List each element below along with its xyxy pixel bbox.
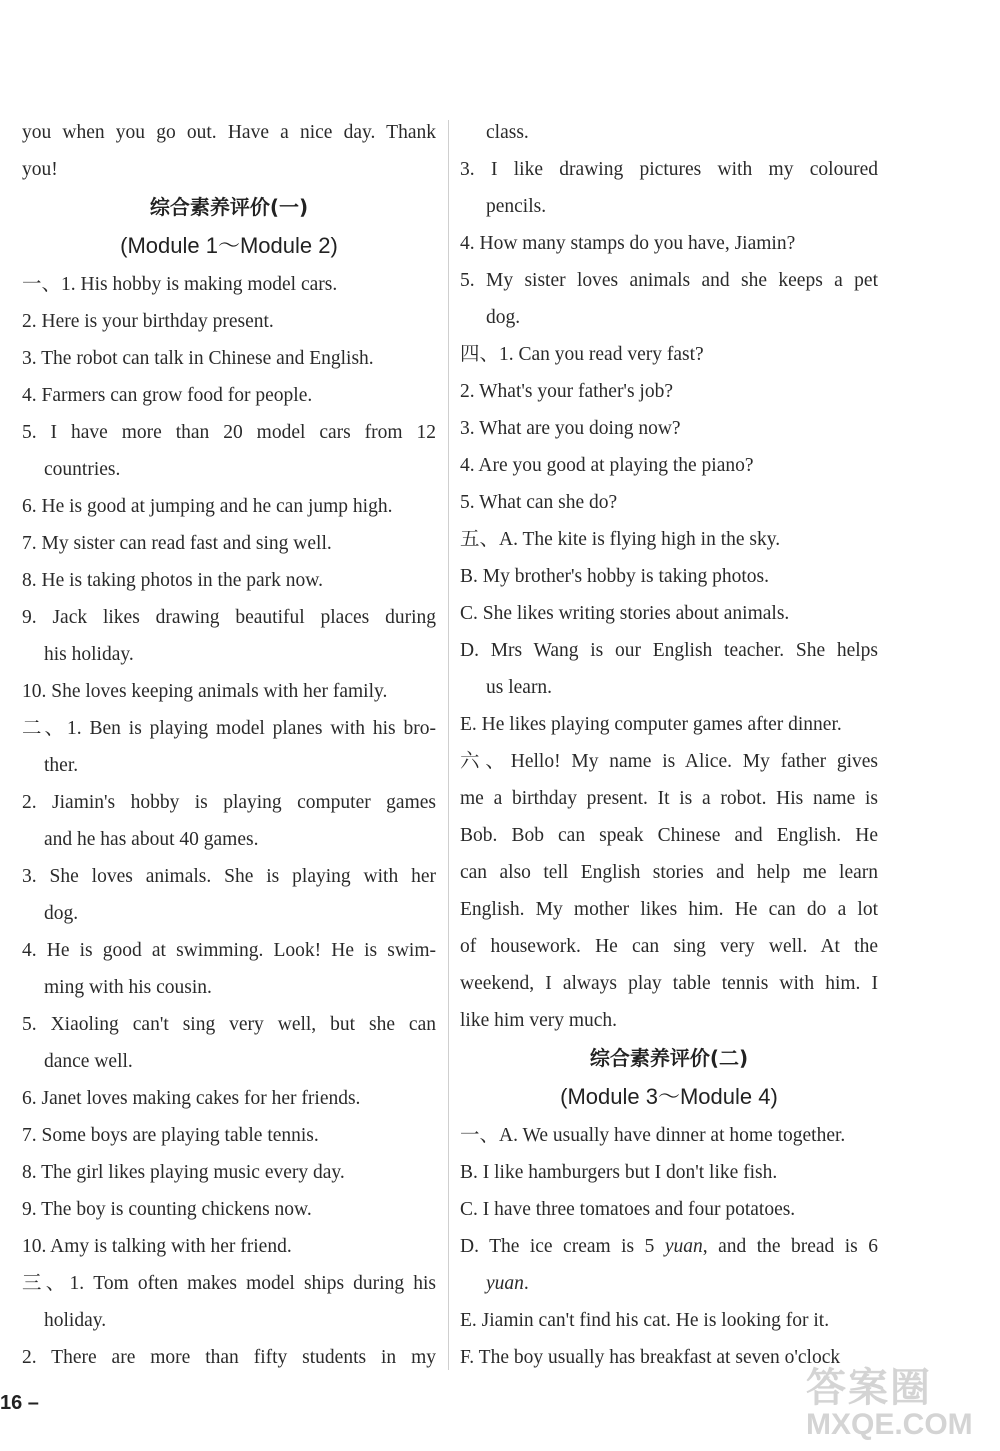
answer-line: 9. The boy is counting chickens now. — [22, 1199, 312, 1220]
passage-line: like him very much. — [460, 1010, 618, 1031]
answer-line: 3. The robot can talk in Chinese and English. — [22, 348, 374, 369]
answer-line: 6. He is good at jumping and he can jump high. — [22, 496, 393, 517]
passage-line: of housework. He can sing very well. At the — [460, 936, 878, 957]
answer-line: us learn. — [486, 677, 553, 698]
answer-line: B. My brother's hobby is taking photos. — [460, 566, 770, 587]
text-line: you! — [22, 159, 58, 180]
text-line: you when you go out. Have a nice day. Thank — [22, 122, 436, 143]
answer-line: dance well. — [44, 1051, 133, 1072]
answer-line: 4. Farmers can grow food for people. — [22, 385, 313, 406]
answer-line: countries. — [44, 459, 121, 480]
answer-line: E. He likes playing computer games after dinner. — [460, 714, 842, 735]
answer-line: 4. How many stamps do you have, Jiamin? — [460, 233, 796, 254]
answer-line: ther. — [44, 755, 79, 776]
answer-line: dog. — [44, 903, 79, 924]
answer-line: 8. He is taking photos in the park now. — [22, 570, 323, 591]
answer-line: 2. What's your father's job? — [460, 381, 673, 402]
passage-line: 六、Hello! My name is Alice. My father gives — [460, 751, 878, 772]
answer-line: 7. My sister can read fast and sing well. — [22, 533, 332, 554]
answer-line: C. I have three tomatoes and four potatoes. — [460, 1199, 796, 1220]
answer-line: 3. I like drawing pictures with my coloured — [460, 159, 878, 180]
answer-line: and he has about 40 games. — [44, 829, 259, 850]
answer-line: holiday. — [44, 1310, 107, 1331]
answer-line: his holiday. — [44, 644, 134, 665]
answer-line: 5. Xiaoling can't sing very well, but she can — [22, 1014, 436, 1035]
answer-line: 一、A. We usually have dinner at home together. — [460, 1125, 846, 1146]
currency-word: yuan — [486, 1273, 524, 1294]
answer-text: . — [523, 1273, 529, 1294]
answer-line: 9. Jack likes drawing beautiful places during — [22, 607, 436, 628]
answer-line: 7. Some boys are playing table tennis. — [22, 1125, 319, 1146]
answer-line: class. — [486, 122, 529, 143]
answer-line: 四、1. Can you read very fast? — [460, 344, 704, 365]
answer-line: 5. My sister loves animals and she keeps a pet — [460, 270, 878, 291]
passage-line: Bob. Bob can speak Chinese and English. He — [460, 825, 878, 846]
answer-line — [460, 1265, 878, 1302]
answer-line: F. The boy usually has breakfast at seven o'clock — [460, 1347, 841, 1368]
answer-line: 8. The girl likes playing music every day. — [22, 1162, 345, 1183]
answer-line: 6. Janet loves making cakes for her friends. — [22, 1088, 361, 1109]
answer-line: 三、1. Tom often makes model ships during his — [22, 1273, 436, 1294]
answer-text: , and the bread is 6 — [702, 1236, 878, 1257]
answer-line: 10. Amy is talking with her friend. — [22, 1236, 292, 1257]
answer-text: D. The ice cream is 5 — [460, 1236, 665, 1257]
section-subtitle: (Module 1～Module 2) — [120, 233, 338, 258]
watermark-domain: MXQE.COM — [806, 1408, 973, 1441]
answer-line: 2. Jiamin's hobby is playing computer games — [22, 792, 436, 813]
currency-word: yuan — [664, 1236, 703, 1257]
answer-line: 5. I have more than 20 model cars from 12 — [22, 422, 436, 443]
page-number: 16 – — [0, 1392, 39, 1414]
answer-line: D. Mrs Wang is our English teacher. She helps — [460, 640, 878, 661]
answer-line: 2. There are more than fifty students in my — [22, 1347, 436, 1368]
answer-line: 3. She loves animals. She is playing with her — [22, 866, 436, 887]
answer-line: 3. What are you doing now? — [460, 418, 681, 439]
answer-line: dog. — [486, 307, 521, 328]
passage-line: me a birthday present. It is a robot. His name is — [460, 788, 878, 809]
passage-line: can also tell English stories and help me learn — [460, 862, 878, 883]
watermark-logo — [806, 1367, 986, 1445]
answer-line: 10. She loves keeping animals with her family. — [22, 681, 388, 702]
answer-line: 一、1. His hobby is making model cars. — [22, 274, 338, 295]
answer-line — [460, 1228, 878, 1265]
answer-line: 2. Here is your birthday present. — [22, 311, 274, 332]
answer-line: 二、1. Ben is playing model planes with his bro- — [22, 718, 436, 739]
passage-line: English. My mother likes him. He can do a lot — [460, 899, 878, 920]
left-column — [22, 114, 436, 1376]
answer-line: C. She likes writing stories about animals. — [460, 603, 790, 624]
watermark-text: 答案圈 — [806, 1366, 932, 1410]
column-divider — [448, 120, 449, 1370]
right-column — [460, 114, 878, 1376]
section-title: 综合素养评价(二) — [589, 1046, 749, 1070]
answer-line: E. Jiamin can't find his cat. He is looking for it. — [460, 1310, 830, 1331]
answer-line: B. I like hamburgers but I don't like fish. — [460, 1162, 778, 1183]
answer-line: 4. He is good at swimming. Look! He is swim- — [22, 940, 436, 961]
passage-line: weekend, I always play table tennis with him. I — [460, 973, 878, 994]
answer-line: pencils. — [486, 196, 547, 217]
answer-line: 5. What can she do? — [460, 492, 618, 513]
answer-line: 4. Are you good at playing the piano? — [460, 455, 754, 476]
section-title: 综合素养评价(一) — [149, 195, 309, 219]
answer-line: 五、A. The kite is flying high in the sky. — [460, 529, 781, 550]
answer-line: ming with his cousin. — [44, 977, 212, 998]
section-subtitle: (Module 3～Module 4) — [560, 1084, 778, 1109]
